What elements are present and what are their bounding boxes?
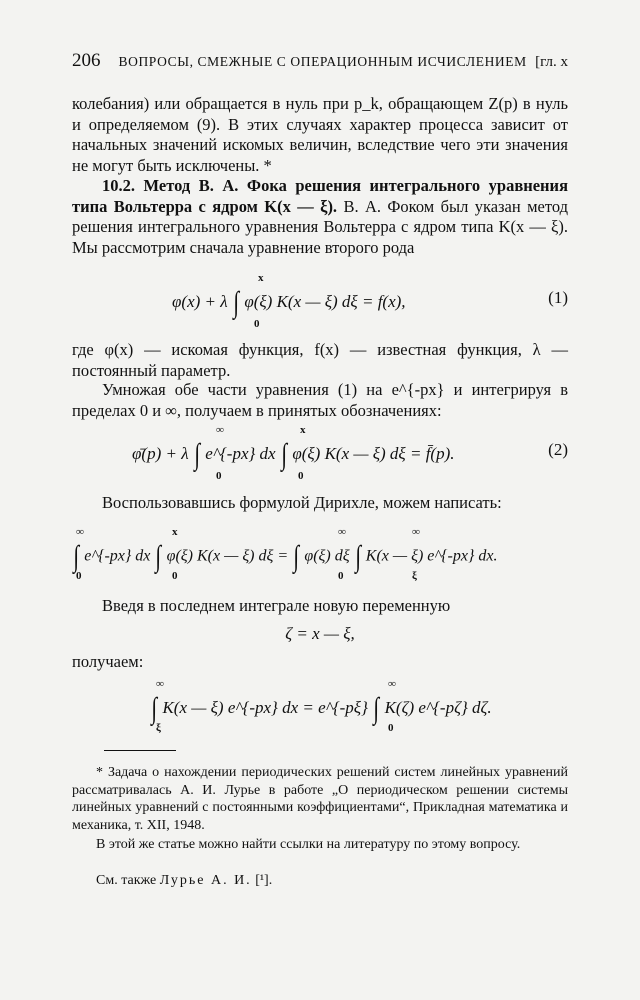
footnote-see-also: См. также [96,873,157,888]
section-intro-text: В. А. Фоком был указан метод решения интегрального уравнения Вольтерра с ядром типа K(x — ξ). Мы рассмотрим сначала уравнение второго рода [72,196,569,257]
eq2-lower-limit-1: 0 [216,470,222,482]
eq5-upper-1: ∞ [156,678,164,690]
eq3-phi-term: φ(ξ) dξ [304,547,350,565]
eq3-exp-term: e^{-px} dx [84,547,151,565]
equation-5 [72,678,568,736]
integral-sign: ∫ [233,286,239,319]
integral-sign: ∫ [155,540,162,573]
eq2-upper-limit-2: x [300,424,306,436]
equation-number: (2) [548,440,568,459]
integral-sign: ∫ [194,438,200,471]
footnote-3 [72,872,568,890]
footnote-author: Лурье А. И. [159,873,252,888]
page-number: 206 [72,50,101,71]
eq3-lower-4: ξ [412,570,417,582]
eq5-upper-2: ∞ [388,678,396,690]
integral-sign: ∫ [151,692,157,725]
substitution-paragraph: Введя в последнем интеграле новую переменную [102,596,451,615]
eq3-upper-2: x [172,526,178,538]
eq2-exp-term: e^{-px} dx [205,443,276,463]
paragraph-continuation: колебания) или обращается в нуль при p_k, обращающем Z(p) в нуль и определяемом (9). В этих случаях характер процесса зависит от начальных значений искомых величин, вследствие чего эти значения не могут быть исключены. * [72,94,568,175]
eq3-inner-integrand: φ(ξ) K(x — ξ) dξ = [166,547,289,565]
eq2-integrand: φ(ξ) K(x — ξ) dξ = f̄(p). [292,443,455,463]
eq5-lower-1: ξ [156,722,161,734]
definitions-paragraph: где φ(x) — искомая функция, f(x) — известная функция, λ — постоянный параметр. [72,340,568,380]
equation-1 [72,272,568,330]
eq2-lower-limit-2: 0 [298,470,304,482]
footnote-rule [104,750,176,751]
eq2-upper-limit-1: ∞ [216,424,224,436]
equation-substitution: ζ = x — ξ, [285,624,355,643]
eq3-lower-1: 0 [76,570,82,582]
integral-sign: ∫ [354,540,361,573]
integral-sign: ∫ [281,438,287,471]
eq1-lower-limit: 0 [254,318,260,330]
eq3-upper-3: ∞ [338,526,346,538]
obtain-label: получаем: [72,652,144,671]
integral-sign: ∫ [293,540,300,573]
footnote-1: * Задача о нахождении периодических решений систем линейных уравнений рассматривалась А. И. Лурье в работе „О периодическом решении системы линейных уравнений с постоянными коэффициентами“, Прикладная математика и механика, т. XII, 1948. [72,765,568,833]
chapter-label: [гл. x [535,54,568,70]
footnote-ref: [¹]. [255,873,273,888]
running-title: ВОПРОСЫ, СМЕЖНЫЕ С ОПЕРАЦИОННЫМ ИСЧИСЛЕНИЕМ [118,54,527,69]
equation-3 [72,526,568,584]
multiply-paragraph: Умножая обе части уравнения (1) на e^{-px} и интегрируя в пределах 0 и ∞, получаем в принятых обозначениях: [72,380,568,420]
equation-number: (1) [548,288,568,307]
section-heading: 10.2. Метод В. А. Фока решения интегрального уравнения типа Вольтерра с ядром K(x — ξ). [72,176,568,216]
eq3-upper-1: ∞ [76,526,84,538]
running-header [72,50,568,72]
eq1-upper-limit: x [258,272,264,284]
eq5-rhs: K(ζ) e^{-pζ} dζ. [384,697,492,717]
eq1-integrand: φ(ξ) K(x — ξ) dξ = f(x), [244,291,406,311]
dirichlet-paragraph: Воспользовавшись формулой Дирихле, можем написать: [102,493,502,512]
footnote-2: В этой же статье можно найти ссылки на литературу по этому вопросу. [96,837,521,852]
eq1-lhs: φ(x) + λ [172,291,228,311]
eq2-lhs: φ̄(p) + λ [132,443,189,463]
eq5-lower-2: 0 [388,722,394,734]
integral-sign: ∫ [373,692,380,725]
eq3-kernel-term: K(x — ξ) e^{-px} dx. [365,547,498,565]
eq3-upper-4: ∞ [412,526,420,538]
integral-sign: ∫ [73,540,79,573]
eq3-lower-3: 0 [338,570,344,582]
eq5-lhs: K(x — ξ) e^{-px} dx = e^{-pξ} [162,697,368,717]
section-10-2 [72,176,568,258]
eq3-lower-2: 0 [172,570,178,582]
equation-2 [72,424,568,482]
